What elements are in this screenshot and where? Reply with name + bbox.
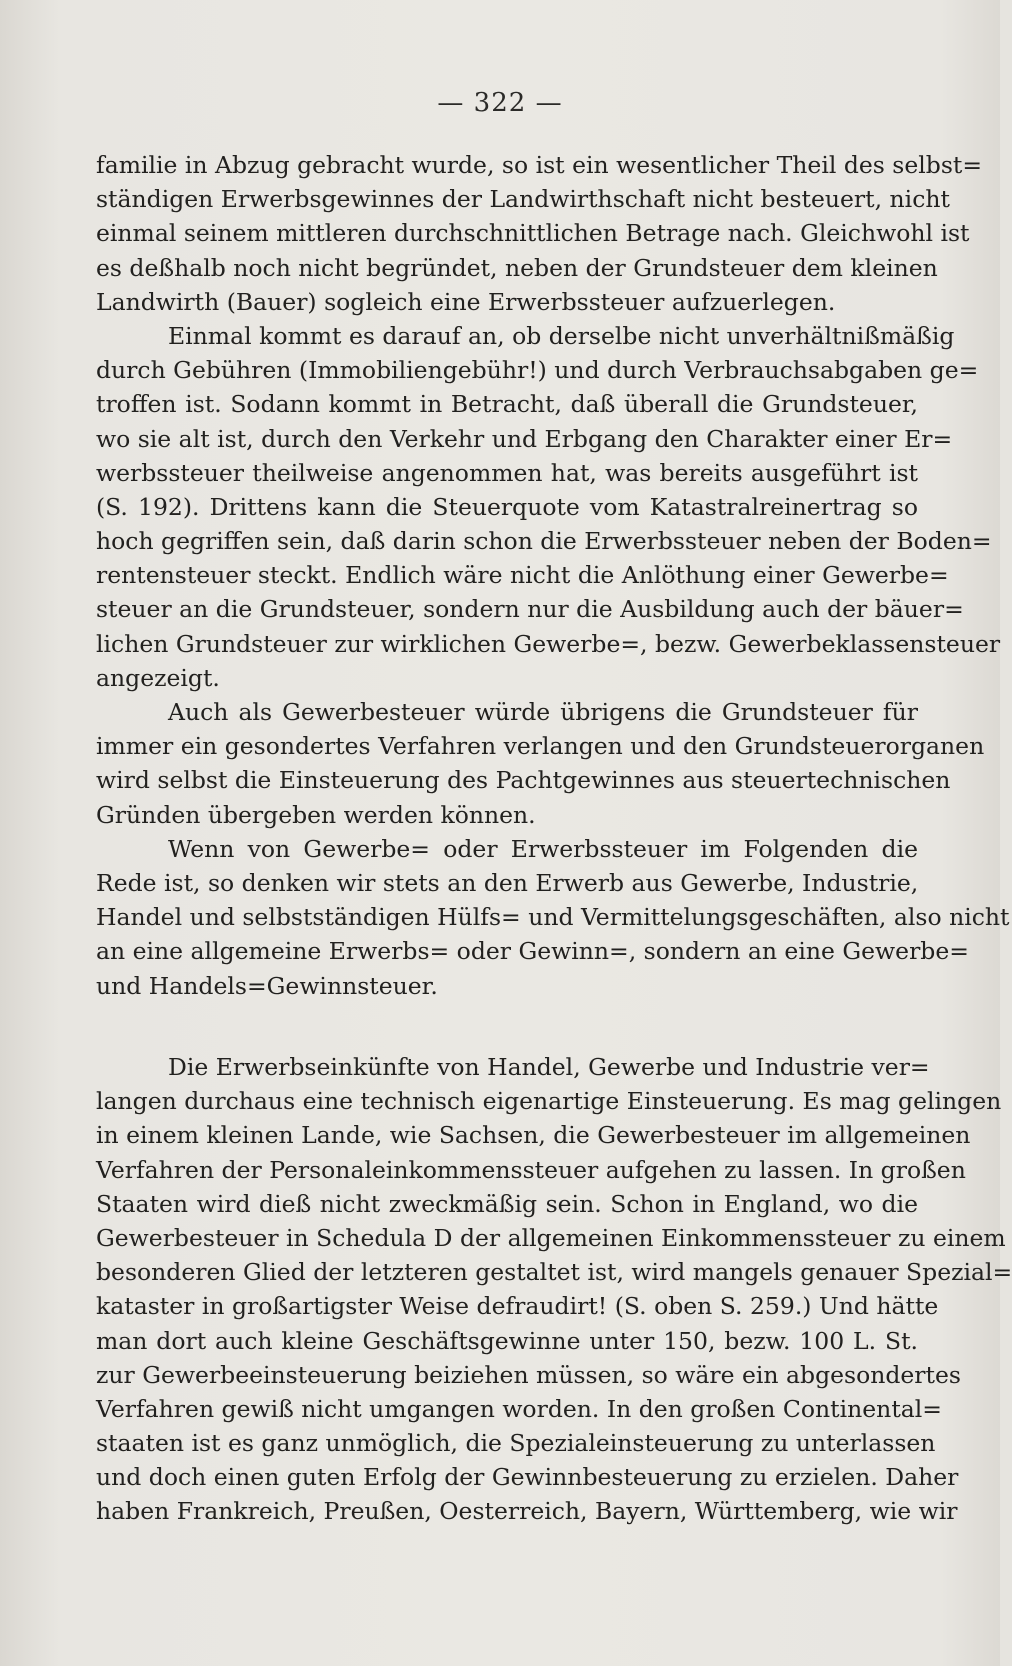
text-line: (S. 192). Drittens kann die Steuerquote vom Katastralreinertrag so	[96, 492, 918, 521]
text-line: immer ein gesondertes Verfahren verlangen und den Grundsteuerorganen	[96, 732, 985, 761]
text-line: Rede ist, so denken wir stets an den Erwerb aus Gewerbe, Industrie,	[96, 868, 919, 897]
text-line: an eine allgemeine Erwerbs= oder Gewinn=, sondern an eine Gewerbe=	[96, 937, 969, 966]
paragraph	[96, 319, 1001, 695]
text-line: Staaten wird dieß nicht zweckmäßig sein. Schon in England, wo die	[96, 1189, 918, 1218]
text-line: staaten ist es ganz unmöglich, die Spezialeinsteuerung zu unterlassen	[96, 1429, 936, 1458]
text-line: troffen ist. Sodann kommt in Betracht, daß überall die Grundsteuer,	[96, 390, 918, 419]
paragraph	[96, 832, 1010, 1003]
text-line: steuer an die Grundsteuer, sondern nur die Ausbildung auch der bäuer=	[96, 595, 964, 624]
text-line: Landwirth (Bauer) sogleich eine Erwerbssteuer aufzuerlegen.	[96, 287, 836, 316]
text-line: Auch als Gewerbesteuer würde übrigens die Grundsteuer für	[168, 698, 918, 726]
text-line: Die Erwerbseinkünfte von Handel, Gewerbe und Industrie ver=	[168, 1053, 930, 1081]
text-line: durch Gebühren (Immobiliengebühr!) und durch Verbrauchsabgaben ge=	[96, 356, 979, 385]
page-number: — 322 —	[437, 88, 563, 118]
text-line: Einmal kommt es darauf an, ob derselbe nicht unverhältnißmäßig	[168, 321, 955, 350]
text-line: haben Frankreich, Preußen, Oesterreich, Bayern, Württemberg, wie wir	[96, 1497, 958, 1526]
text-line: und doch einen guten Erfolg der Gewinnbesteuerung zu erzielen. Daher	[96, 1463, 959, 1492]
text-line: Wenn von Gewerbe= oder Erwerbssteuer im Folgenden die	[168, 834, 918, 863]
text-line: Gründen übergeben werden können.	[96, 800, 536, 829]
paragraph	[96, 1050, 1012, 1529]
text-line: einmal seinem mittleren durchschnittlichen Betrage nach. Gleichwohl ist	[96, 219, 970, 248]
body-text-upper	[96, 148, 1010, 1003]
text-line: kataster in großartigster Weise defraudirt! (S. oben S. 259.) Und hätte	[96, 1292, 939, 1321]
text-line: langen durchaus eine technisch eigenartige Einsteuerung. Es mag gelingen	[96, 1087, 1002, 1116]
text-line: zur Gewerbeeinsteuerung beiziehen müssen, so wäre ein abgesondertes	[96, 1360, 961, 1389]
text-line: wo sie alt ist, durch den Verkehr und Erbgang den Charakter einer Er=	[96, 424, 953, 453]
text-line: werbssteuer theilweise angenommen hat, was bereits ausgeführt ist	[96, 458, 918, 487]
text-line: es deßhalb noch nicht begründet, neben der Grundsteuer dem kleinen	[96, 253, 938, 282]
body-text-lower	[96, 1050, 1012, 1529]
text-line: lichen Grundsteuer zur wirklichen Gewerbe=, bezw. Gewerbeklassensteuer	[96, 629, 1001, 658]
text-line: man dort auch kleine Geschäftsgewinne unter 150, bezw. 100 L. St.	[96, 1326, 918, 1355]
text-line: ständigen Erwerbsgewinnes der Landwirthschaft nicht besteuert, nicht	[96, 185, 950, 214]
paragraph	[96, 148, 983, 319]
text-line: Verfahren der Personaleinkommenssteuer aufgehen zu lassen. In großen	[96, 1155, 966, 1184]
paragraph	[96, 695, 985, 832]
text-line: in einem kleinen Lande, wie Sachsen, die Gewerbesteuer im allgemeinen	[96, 1121, 971, 1150]
text-line: familie in Abzug gebracht wurde, so ist ein wesentlicher Theil des selbst=	[96, 151, 983, 179]
text-line: besonderen Glied der letzteren gestaltet ist, wird mangels genauer Spezial=	[96, 1258, 1012, 1287]
text-line: rentensteuer steckt. Endlich wäre nicht die Anlöthung einer Gewerbe=	[96, 561, 949, 590]
text-line: wird selbst die Einsteuerung des Pachtgewinnes aus steuertechnischen	[96, 766, 951, 795]
text-line: Verfahren gewiß nicht umgangen worden. In den großen Continental=	[96, 1394, 942, 1423]
text-line: und Handels=Gewinnsteuer.	[96, 971, 438, 1000]
text-line: angezeigt.	[96, 663, 220, 692]
text-line: Handel und selbstständigen Hülfs= und Vermittelungsgeschäften, also nicht	[96, 903, 1010, 932]
text-line: hoch gegriffen sein, daß darin schon die Erwerbssteuer neben der Boden=	[96, 527, 992, 556]
text-line: Gewerbesteuer in Schedula D der allgemeinen Einkommenssteuer zu einem	[96, 1223, 1006, 1252]
